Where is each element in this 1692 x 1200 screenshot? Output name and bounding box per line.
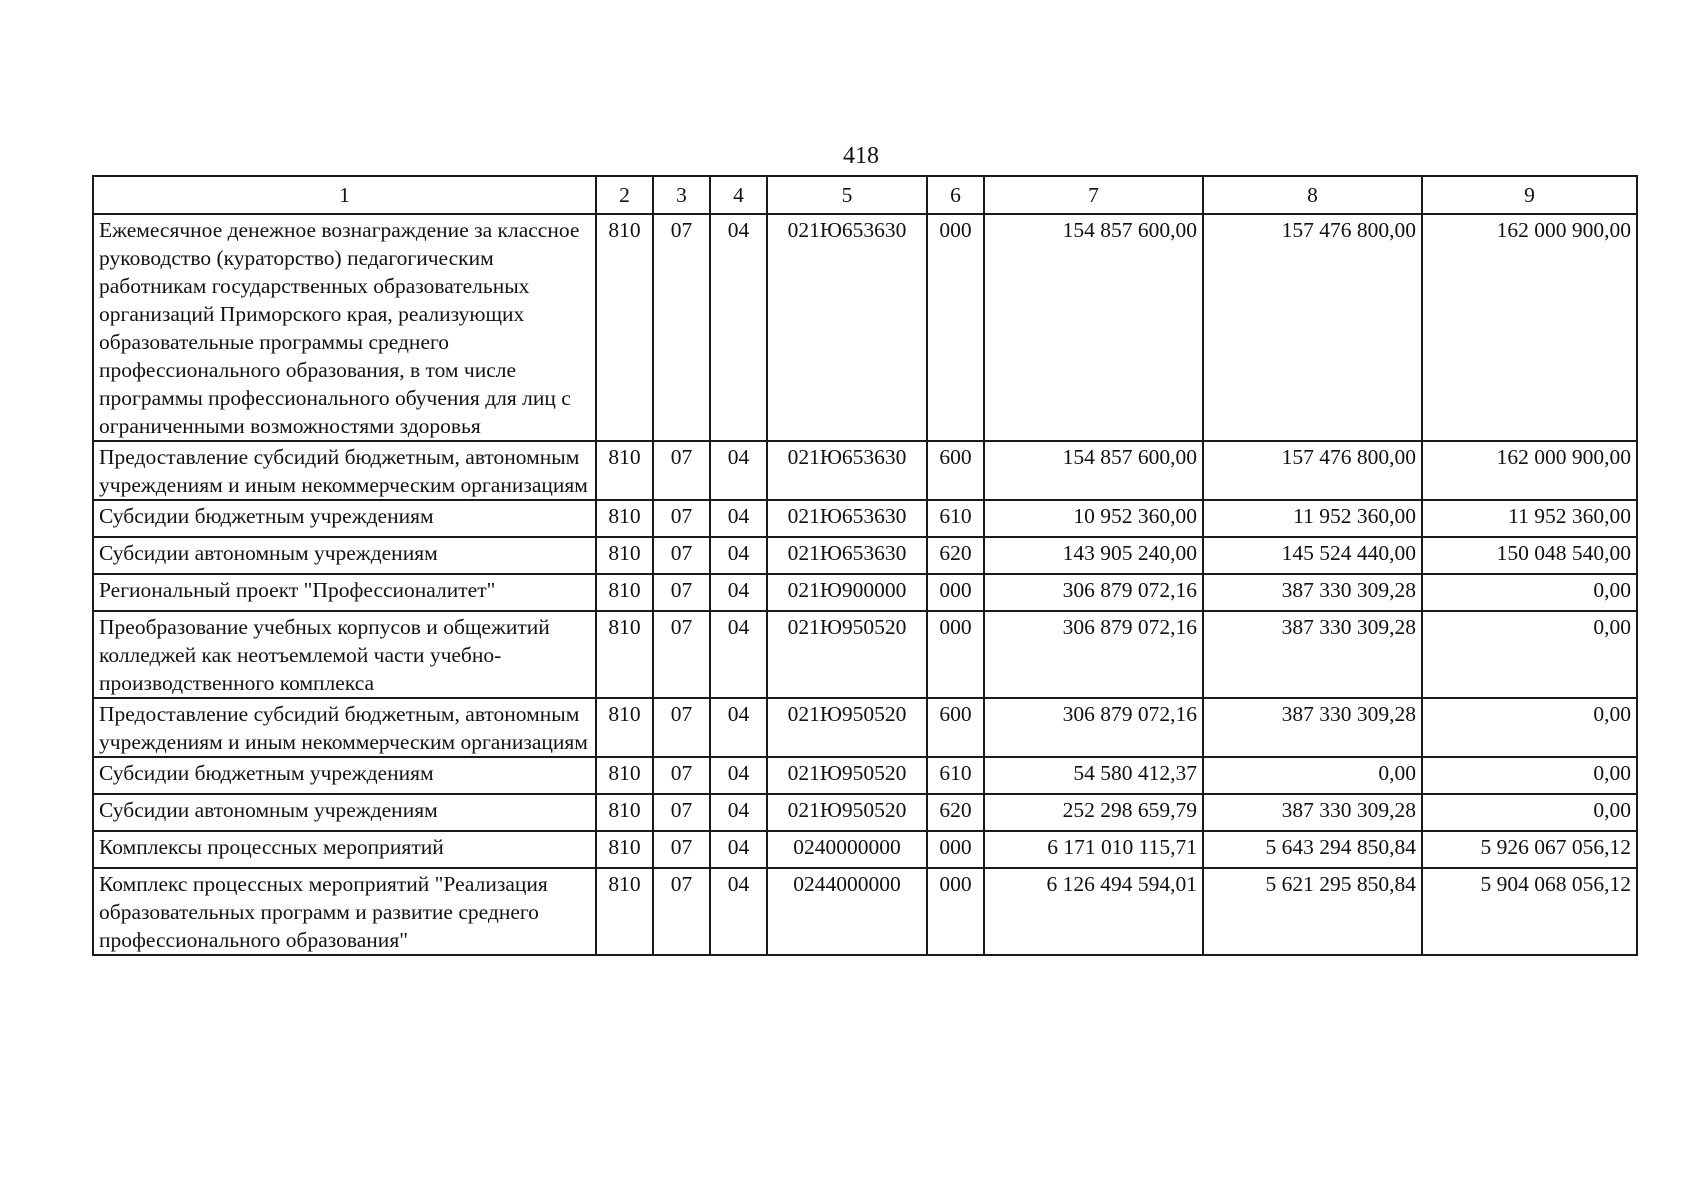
amount-col-9: 162 000 900,00 [1422, 214, 1637, 441]
row-name: Субсидии автономным учреждениям [93, 794, 596, 831]
code-target-article: 0240000000 [767, 831, 927, 868]
code-subsection: 04 [710, 537, 767, 574]
amount-col-7: 154 857 600,00 [984, 214, 1203, 441]
code-expense-type: 610 [927, 757, 984, 794]
code-expense-type: 600 [927, 698, 984, 757]
amount-col-7: 306 879 072,16 [984, 611, 1203, 698]
code-subsection: 04 [710, 831, 767, 868]
amount-col-8: 145 524 440,00 [1203, 537, 1422, 574]
code-subsection: 04 [710, 611, 767, 698]
code-admin: 810 [596, 611, 653, 698]
header-col-2: 2 [596, 176, 653, 214]
table-row [93, 611, 1637, 698]
code-admin: 810 [596, 441, 653, 500]
code-expense-type: 600 [927, 441, 984, 500]
code-section: 07 [653, 537, 710, 574]
code-section: 07 [653, 794, 710, 831]
amount-col-8: 387 330 309,28 [1203, 794, 1422, 831]
table-row [93, 441, 1637, 500]
code-section: 07 [653, 757, 710, 794]
code-admin: 810 [596, 757, 653, 794]
header-col-3: 3 [653, 176, 710, 214]
table-row [93, 500, 1637, 537]
code-target-article: 021Ю950520 [767, 757, 927, 794]
amount-col-8: 5 643 294 850,84 [1203, 831, 1422, 868]
amount-col-7: 54 580 412,37 [984, 757, 1203, 794]
table-row [93, 574, 1637, 611]
row-name: Ежемесячное денежное вознаграждение за классное руководство (кураторство) педагогическим работникам государственных образовательных организаций Приморского края, реализующих образовательные программы среднего профессионального образования, в том числе программы профессионального обучения для лиц с ограниченными возможностями здоровья [93, 214, 596, 441]
code-section: 07 [653, 441, 710, 500]
row-name: Предоставление субсидий бюджетным, автономным учреждениям и иным некоммерческим организациям [93, 698, 596, 757]
row-name: Субсидии бюджетным учреждениям [93, 757, 596, 794]
code-expense-type: 000 [927, 611, 984, 698]
amount-col-8: 387 330 309,28 [1203, 698, 1422, 757]
amount-col-7: 154 857 600,00 [984, 441, 1203, 500]
row-name: Преобразование учебных корпусов и общежитий колледжей как неотъемлемой части учебно-производственного комплекса [93, 611, 596, 698]
page-number: 418 [843, 143, 879, 169]
code-target-article: 021Ю950520 [767, 698, 927, 757]
amount-col-7: 10 952 360,00 [984, 500, 1203, 537]
amount-col-8: 0,00 [1203, 757, 1422, 794]
code-target-article: 0244000000 [767, 868, 927, 955]
code-subsection: 04 [710, 698, 767, 757]
amount-col-9: 0,00 [1422, 611, 1637, 698]
code-subsection: 04 [710, 794, 767, 831]
code-admin: 810 [596, 831, 653, 868]
table-row [93, 868, 1637, 955]
code-target-article: 021Ю653630 [767, 500, 927, 537]
row-name: Субсидии бюджетным учреждениям [93, 500, 596, 537]
row-name: Комплексы процессных мероприятий [93, 831, 596, 868]
header-row [93, 176, 1637, 214]
amount-col-9: 5 926 067 056,12 [1422, 831, 1637, 868]
code-target-article: 021Ю653630 [767, 537, 927, 574]
table-row [93, 831, 1637, 868]
code-section: 07 [653, 831, 710, 868]
amount-col-9: 5 904 068 056,12 [1422, 868, 1637, 955]
amount-col-9: 0,00 [1422, 757, 1637, 794]
budget-table [92, 175, 1638, 956]
amount-col-8: 157 476 800,00 [1203, 214, 1422, 441]
amount-col-7: 306 879 072,16 [984, 698, 1203, 757]
code-subsection: 04 [710, 441, 767, 500]
row-name: Предоставление субсидий бюджетным, автономным учреждениям и иным некоммерческим организациям [93, 441, 596, 500]
code-admin: 810 [596, 500, 653, 537]
amount-col-9: 0,00 [1422, 794, 1637, 831]
amount-col-9: 11 952 360,00 [1422, 500, 1637, 537]
code-section: 07 [653, 574, 710, 611]
code-admin: 810 [596, 698, 653, 757]
code-target-article: 021Ю900000 [767, 574, 927, 611]
code-expense-type: 620 [927, 537, 984, 574]
code-admin: 810 [596, 868, 653, 955]
header-col-8: 8 [1203, 176, 1422, 214]
table-header [93, 176, 1637, 214]
code-expense-type: 000 [927, 214, 984, 441]
code-expense-type: 000 [927, 831, 984, 868]
code-admin: 810 [596, 574, 653, 611]
code-section: 07 [653, 611, 710, 698]
code-subsection: 04 [710, 868, 767, 955]
amount-col-7: 6 171 010 115,71 [984, 831, 1203, 868]
amount-col-9: 150 048 540,00 [1422, 537, 1637, 574]
header-col-7: 7 [984, 176, 1203, 214]
code-subsection: 04 [710, 500, 767, 537]
amount-col-7: 6 126 494 594,01 [984, 868, 1203, 955]
table-row [93, 214, 1637, 441]
amount-col-8: 11 952 360,00 [1203, 500, 1422, 537]
table-row [93, 698, 1637, 757]
code-section: 07 [653, 214, 710, 441]
row-name: Региональный проект "Профессионалитет" [93, 574, 596, 611]
code-expense-type: 620 [927, 794, 984, 831]
amount-col-8: 387 330 309,28 [1203, 611, 1422, 698]
code-target-article: 021Ю653630 [767, 441, 927, 500]
code-target-article: 021Ю950520 [767, 611, 927, 698]
header-col-5: 5 [767, 176, 927, 214]
code-subsection: 04 [710, 214, 767, 441]
amount-col-7: 143 905 240,00 [984, 537, 1203, 574]
code-admin: 810 [596, 537, 653, 574]
code-admin: 810 [596, 794, 653, 831]
code-expense-type: 610 [927, 500, 984, 537]
amount-col-7: 306 879 072,16 [984, 574, 1203, 611]
code-expense-type: 000 [927, 868, 984, 955]
code-target-article: 021Ю653630 [767, 214, 927, 441]
table-row [93, 757, 1637, 794]
code-section: 07 [653, 500, 710, 537]
code-expense-type: 000 [927, 574, 984, 611]
amount-col-7: 252 298 659,79 [984, 794, 1203, 831]
amount-col-8: 157 476 800,00 [1203, 441, 1422, 500]
row-name: Комплекс процессных мероприятий "Реализация образовательных программ и развитие среднего профессионального образования" [93, 868, 596, 955]
row-name: Субсидии автономным учреждениям [93, 537, 596, 574]
header-col-1: 1 [93, 176, 596, 214]
code-section: 07 [653, 868, 710, 955]
table-row [93, 537, 1637, 574]
code-section: 07 [653, 698, 710, 757]
code-subsection: 04 [710, 574, 767, 611]
table-body [93, 214, 1637, 955]
code-subsection: 04 [710, 757, 767, 794]
code-admin: 810 [596, 214, 653, 441]
amount-col-9: 0,00 [1422, 698, 1637, 757]
amount-col-9: 162 000 900,00 [1422, 441, 1637, 500]
table-row [93, 794, 1637, 831]
header-col-6: 6 [927, 176, 984, 214]
amount-col-8: 5 621 295 850,84 [1203, 868, 1422, 955]
amount-col-9: 0,00 [1422, 574, 1637, 611]
header-col-4: 4 [710, 176, 767, 214]
amount-col-8: 387 330 309,28 [1203, 574, 1422, 611]
code-target-article: 021Ю950520 [767, 794, 927, 831]
header-col-9: 9 [1422, 176, 1637, 214]
